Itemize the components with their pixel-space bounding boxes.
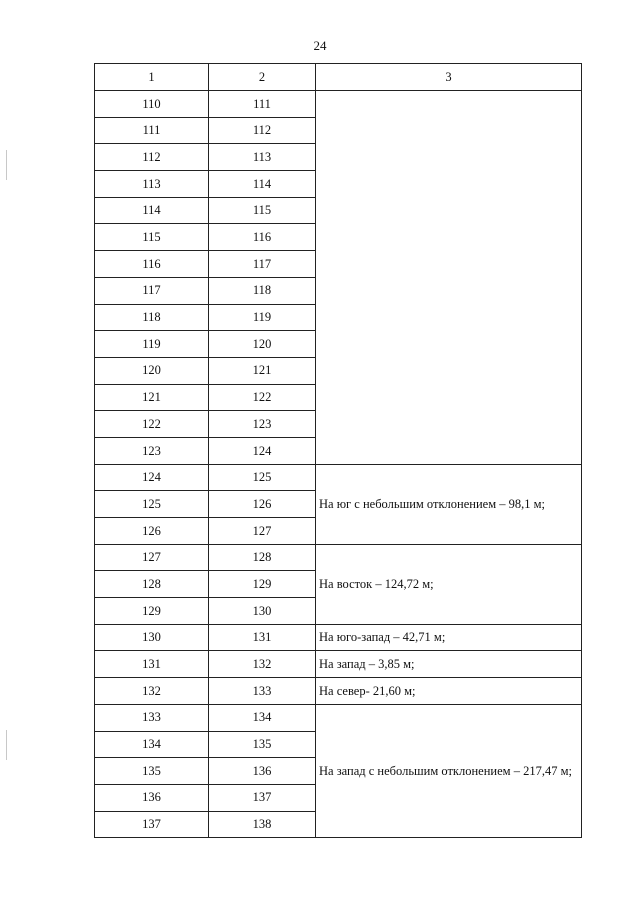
point-to-cell: 137 [209, 784, 316, 811]
direction-description-cell: На запад – 3,85 м; [316, 651, 582, 678]
point-from-cell: 115 [95, 224, 209, 251]
point-from-cell: 113 [95, 171, 209, 198]
scan-edge-mark-bottom [6, 730, 7, 760]
point-to-cell: 124 [209, 437, 316, 464]
header-col-3: 3 [316, 64, 582, 91]
point-from-cell: 117 [95, 277, 209, 304]
table-row [95, 704, 582, 731]
table-row [95, 464, 582, 491]
point-to-cell: 123 [209, 411, 316, 438]
page-number: 24 [313, 38, 327, 53]
point-from-cell: 125 [95, 491, 209, 518]
point-from-cell: 126 [95, 518, 209, 545]
point-from-cell: 136 [95, 784, 209, 811]
point-to-cell: 126 [209, 491, 316, 518]
point-from-cell: 119 [95, 331, 209, 358]
point-from-cell: 120 [95, 357, 209, 384]
direction-description-cell [316, 91, 582, 465]
table-body [95, 91, 582, 838]
point-to-cell: 136 [209, 758, 316, 785]
point-to-cell: 122 [209, 384, 316, 411]
point-to-cell: 133 [209, 678, 316, 705]
point-from-cell: 134 [95, 731, 209, 758]
point-to-cell: 132 [209, 651, 316, 678]
direction-description-cell: На юго-запад – 42,71 м; [316, 624, 582, 651]
table-row [95, 544, 582, 571]
point-from-cell: 130 [95, 624, 209, 651]
table-header [95, 64, 582, 91]
header-col-1: 1 [95, 64, 209, 91]
direction-description-cell: На восток – 124,72 м; [316, 544, 582, 624]
point-to-cell: 125 [209, 464, 316, 491]
point-from-cell: 129 [95, 598, 209, 625]
table-row [95, 651, 582, 678]
direction-description-cell: На север- 21,60 м; [316, 678, 582, 705]
point-to-cell: 118 [209, 277, 316, 304]
boundary-table [94, 63, 582, 838]
point-from-cell: 116 [95, 251, 209, 278]
scan-edge-mark-top [6, 150, 7, 180]
point-from-cell: 110 [95, 91, 209, 118]
point-from-cell: 118 [95, 304, 209, 331]
point-to-cell: 121 [209, 357, 316, 384]
point-from-cell: 128 [95, 571, 209, 598]
table-row [95, 91, 582, 118]
point-from-cell: 121 [95, 384, 209, 411]
point-to-cell: 128 [209, 544, 316, 571]
point-to-cell: 113 [209, 144, 316, 171]
point-from-cell: 137 [95, 811, 209, 838]
point-to-cell: 117 [209, 251, 316, 278]
point-to-cell: 131 [209, 624, 316, 651]
point-to-cell: 135 [209, 731, 316, 758]
point-to-cell: 119 [209, 304, 316, 331]
point-from-cell: 123 [95, 437, 209, 464]
table-row [95, 624, 582, 651]
point-from-cell: 122 [95, 411, 209, 438]
point-to-cell: 115 [209, 197, 316, 224]
point-from-cell: 131 [95, 651, 209, 678]
point-to-cell: 111 [209, 91, 316, 118]
header-col-2: 2 [209, 64, 316, 91]
direction-description-cell: На запад с небольшим отклонением – 217,47 м; [316, 704, 582, 837]
point-to-cell: 130 [209, 598, 316, 625]
point-from-cell: 135 [95, 758, 209, 785]
point-to-cell: 129 [209, 571, 316, 598]
point-from-cell: 111 [95, 117, 209, 144]
point-to-cell: 120 [209, 331, 316, 358]
direction-description-cell: На юг с небольшим отклонением – 98,1 м; [316, 464, 582, 544]
point-to-cell: 116 [209, 224, 316, 251]
point-from-cell: 124 [95, 464, 209, 491]
point-from-cell: 132 [95, 678, 209, 705]
point-from-cell: 133 [95, 704, 209, 731]
point-to-cell: 114 [209, 171, 316, 198]
point-to-cell: 112 [209, 117, 316, 144]
point-from-cell: 112 [95, 144, 209, 171]
point-from-cell: 114 [95, 197, 209, 224]
table-row [95, 678, 582, 705]
point-to-cell: 138 [209, 811, 316, 838]
point-to-cell: 127 [209, 518, 316, 545]
point-to-cell: 134 [209, 704, 316, 731]
point-from-cell: 127 [95, 544, 209, 571]
